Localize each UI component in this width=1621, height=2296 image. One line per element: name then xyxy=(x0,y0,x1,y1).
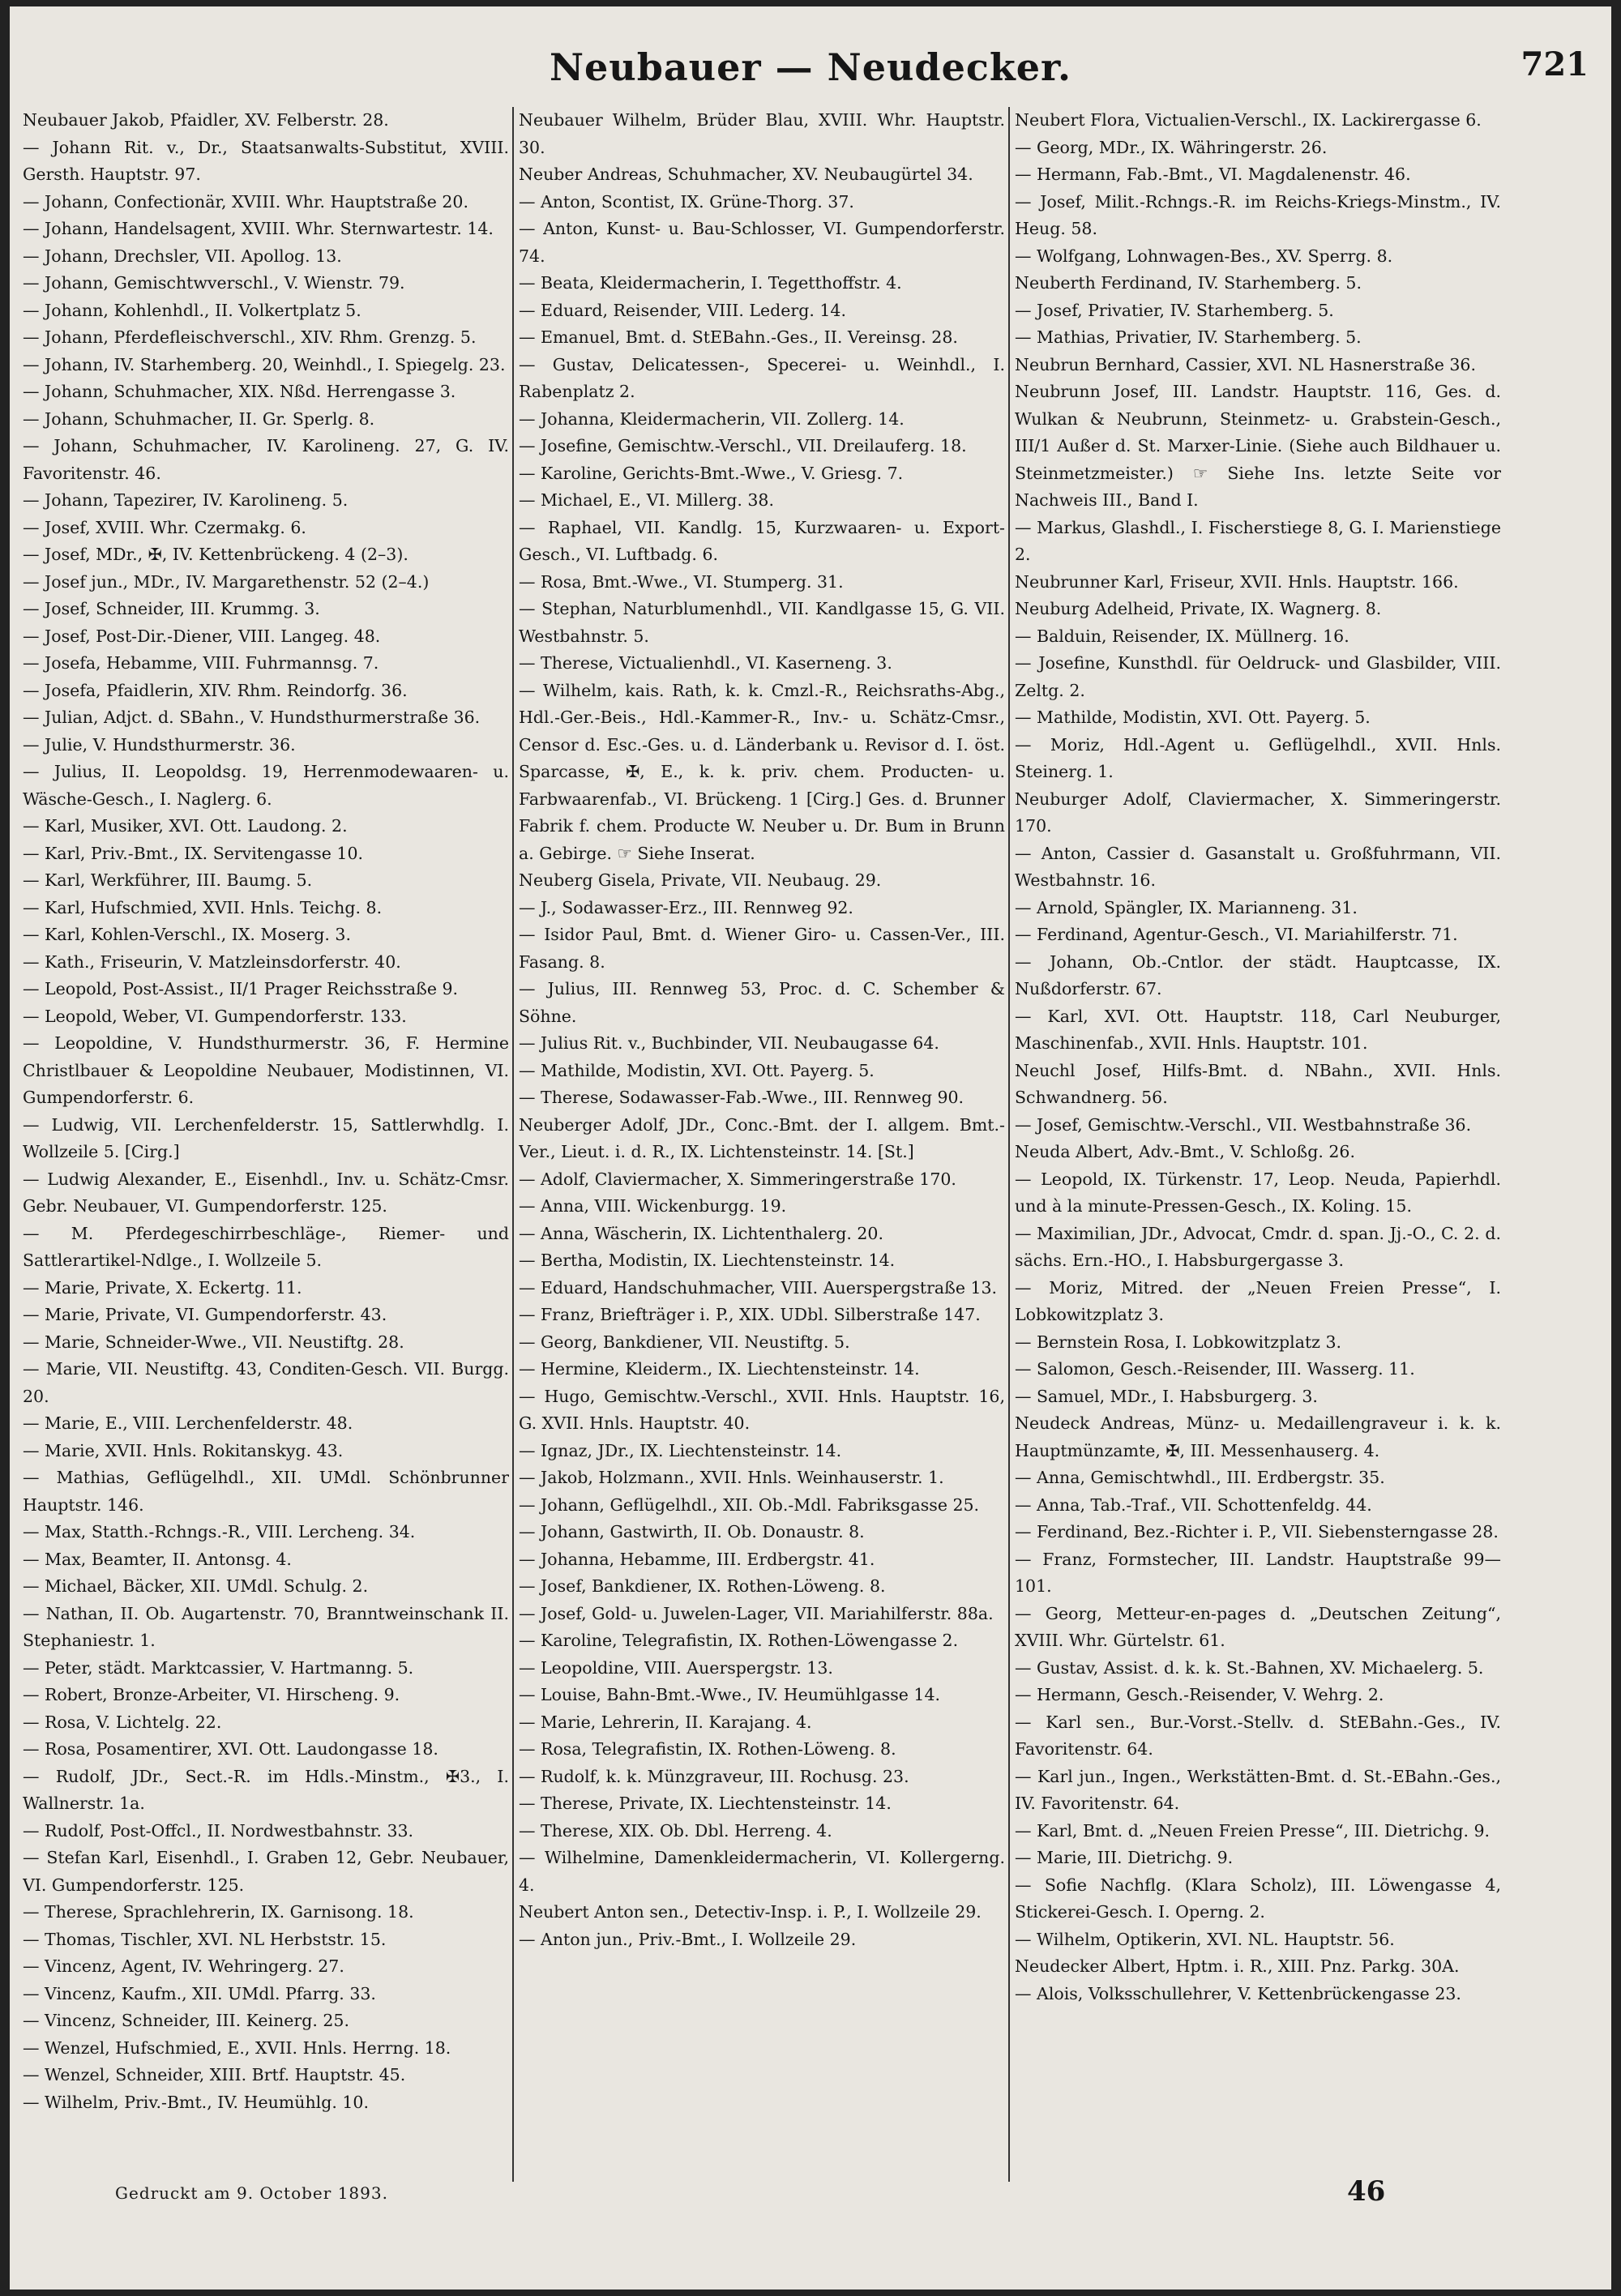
directory-entry: — Karl sen., Bur.-Vorst.-Stellv. d. StEBahn.-Ges., IV. Favoritenstr. 64. xyxy=(1015,1712,1501,1759)
directory-entry: — Josef, MDr., ✠, IV. Kettenbrückeng. 4 (2–3). xyxy=(23,545,408,564)
directory-entry: — Johann, Handelsagent, XVIII. Whr. Sternwartestr. 14. xyxy=(23,219,494,238)
directory-entry: — Ferdinand, Agentur-Gesch., VI. Mariahilferstr. 71. xyxy=(1015,925,1458,944)
directory-entry: — Julius, II. Leopoldsg. 19, Herrenmodewaaren- u. Wäsche-Gesch., I. Naglerg. 6. xyxy=(23,762,509,809)
directory-entry: — Georg, MDr., IX. Währingerstr. 26. xyxy=(1015,137,1328,157)
directory-entry: — Alois, Volksschullehrer, V. Kettenbrückengasse 23. xyxy=(1015,1983,1461,2003)
directory-entry: — Josefa, Pfaidlerin, XIV. Rhm. Reindorfg. 36. xyxy=(23,680,408,700)
directory-entry: — Adolf, Claviermacher, X. Simmeringerstraße 170. xyxy=(519,1169,956,1189)
directory-entry: — Vincenz, Schneider, III. Keinerg. 25. xyxy=(23,2011,349,2030)
directory-entry: — Julian, Adjct. d. SBahn., V. Hundsthurmerstraße 36. xyxy=(23,708,481,727)
directory-entry: Neuburg Adelheid, Private, IX. Wagnerg. 8. xyxy=(1015,599,1382,618)
directory-entry: — Salomon, Gesch.-Reisender, III. Wasserg. 11. xyxy=(1015,1359,1415,1379)
directory-entry: — Thomas, Tischler, XVI. NL Herbststr. 15. xyxy=(23,1929,387,1949)
directory-entry: — Gustav, Delicatessen-, Specerei- u. Weinhdl., I. Rabenplatz 2. xyxy=(519,354,1005,401)
directory-entry: Neudecker Albert, Hptm. i. R., XIII. Pnz. Parkg. 30A. xyxy=(1015,1956,1460,1976)
directory-entry: — Hermine, Kleiderm., IX. Liechtensteinstr. 14. xyxy=(519,1359,920,1379)
directory-entry: — Johann, Drechsler, VII. Apollog. 13. xyxy=(23,246,342,266)
directory-entry: — Johanna, Hebamme, III. Erdbergstr. 41. xyxy=(519,1549,875,1569)
directory-entry: — Rosa, Posamentirer, XVI. Ott. Laudongasse 18. xyxy=(23,1739,438,1759)
directory-entry: — Stephan, Naturblumenhdl., VII. Kandlgasse 15, G. VII. Westbahnstr. 5. xyxy=(519,599,1005,646)
directory-entry: — Johann, Schuhmacher, II. Gr. Sperlg. 8. xyxy=(23,408,375,429)
directory-entry: — Michael, E., VI. Millerg. 38. xyxy=(519,490,774,510)
sheet-number: 46 xyxy=(1347,2175,1386,2208)
directory-entry: — J., Sodawasser-Erz., III. Rennweg 92. xyxy=(519,897,853,917)
directory-entry: — Marie, Schneider-Wwe., VII. Neustiftg. 28. xyxy=(23,1332,404,1352)
directory-entry: — Anna, Tab.-Traf., VII. Schottenfeldg. 44. xyxy=(1015,1494,1372,1515)
directory-entry: — Karl, Werkführer, III. Baumg. 5. xyxy=(23,870,313,890)
directory-entry: — Mathias, Privatier, IV. Starhemberg. 5. xyxy=(1015,327,1362,347)
directory-entry: — Karl, Musiker, XVI. Ott. Laudong. 2. xyxy=(23,816,348,836)
directory-entry: — Michael, Bäcker, XII. UMdl. Schulg. 2. xyxy=(23,1576,369,1596)
directory-entry: — Karl, Priv.-Bmt., IX. Servitengasse 10. xyxy=(23,843,364,863)
directory-entry: — Rudolf, Post-Offcl., II. Nordwestbahnstr. 33. xyxy=(23,1820,414,1841)
directory-entry: — Josef, Privatier, IV. Starhemberg. 5. xyxy=(1015,300,1334,320)
directory-entry: Neuchl Josef, Hilfs-Bmt. d. NBahn., XVII. Hnls. Schwandnerg. 56. xyxy=(1015,1060,1501,1107)
directory-entry: — Wilhelmine, Damenkleidermacherin, VI. Kollergerng. 4. xyxy=(519,1848,1005,1895)
directory-entry: — Arnold, Spängler, IX. Marianneng. 31. xyxy=(1015,897,1358,917)
directory-entry: — Josef, Gold- u. Juwelen-Lager, VII. Mariahilferstr. 88a. xyxy=(519,1603,994,1623)
directory-entry: — Hermann, Gesch.-Reisender, V. Wehrg. 2. xyxy=(1015,1685,1384,1704)
directory-entry: — Rosa, Telegrafistin, IX. Rothen-Löweng. 8. xyxy=(519,1739,896,1759)
directory-entry: — Anton, Scontist, IX. Grüne-Thorg. 37. xyxy=(519,191,854,212)
directory-entry: — Rudolf, JDr., Sect.-R. im Hdls.-Minstm., ✠3., I. Wallnerstr. 1a. xyxy=(23,1766,509,1813)
directory-entry: — Josef, Schneider, III. Krummg. 3. xyxy=(23,599,320,618)
directory-page xyxy=(10,6,1611,2290)
directory-entry: — Marie, Private, VI. Gumpendorferstr. 43. xyxy=(23,1305,387,1324)
directory-entry: — Johann, Gemischtwverschl., V. Wienstr. 79. xyxy=(23,273,405,293)
directory-entry: — Johann, Gastwirth, II. Ob. Donaustr. 8. xyxy=(519,1522,865,1541)
directory-entry: — Max, Beamter, II. Antonsg. 4. xyxy=(23,1549,292,1569)
directory-entry: — Wenzel, Schneider, XIII. Brtf. Hauptstr. 45. xyxy=(23,2065,406,2084)
directory-entry: — Marie, Private, X. Eckertg. 11. xyxy=(23,1277,302,1298)
directory-entry: — Moriz, Hdl.-Agent u. Geflügelhdl., XVII. Hnls. Steinerg. 1. xyxy=(1015,734,1501,781)
directory-entry: — Wilhelm, Optikerin, XVI. NL. Hauptstr. 56. xyxy=(1015,1929,1395,1949)
directory-entry: — Eduard, Reisender, VIII. Lederg. 14. xyxy=(519,300,846,320)
directory-entry: — Johann, Kohlenhdl., II. Volkertplatz 5. xyxy=(23,300,361,320)
directory-entry: Neuber Andreas, Schuhmacher, XV. Neubaugürtel 34. xyxy=(519,165,973,184)
directory-entry: — Josef, Post-Dir.-Diener, VIII. Langeg. 48. xyxy=(23,626,381,646)
directory-entry: — Johann, Confectionär, XVIII. Whr. Hauptstraße 20. xyxy=(23,191,468,212)
directory-entry: — Therese, XIX. Ob. Dbl. Herreng. 4. xyxy=(519,1820,832,1841)
directory-entry: — Raphael, VII. Kandlg. 15, Kurzwaaren- u. Export-Gesch., VI. Luftbadg. 6. xyxy=(519,517,1005,564)
directory-entry: — Anton jun., Priv.-Bmt., I. Wollzeile 29. xyxy=(519,1929,857,1949)
directory-entry: — Wenzel, Hufschmied, E., XVII. Hnls. Herrng. 18. xyxy=(23,2037,451,2058)
directory-entry: — Anton, Kunst- u. Bau-Schlosser, VI. Gumpendorferstr. 74. xyxy=(519,219,1005,266)
column-divider xyxy=(1008,107,1010,2182)
directory-entry: — Josefa, Hebamme, VIII. Fuhrmannsg. 7. xyxy=(23,653,379,673)
directory-entry: — Anton, Cassier d. Gasanstalt u. Großfuhrmann, VII. Westbahnstr. 16. xyxy=(1015,843,1501,890)
directory-entry: — Josefine, Kunsthdl. für Oeldruck- und Glasbilder, VIII. Zeltg. 2. xyxy=(1015,653,1501,700)
directory-entry: — Karl, Kohlen-Verschl., IX. Moserg. 3. xyxy=(23,925,351,944)
directory-entry: — Moriz, Mitred. der „Neuen Freien Presse“, I. Lobkowitzplatz 3. xyxy=(1015,1277,1501,1324)
directory-entry: Neubrun Bernhard, Cassier, XVI. NL Hasnerstraße 36. xyxy=(1015,354,1476,374)
directory-entry: — Josef, Gemischtw.-Verschl., VII. Westbahnstraße 36. xyxy=(1015,1114,1472,1135)
directory-entry: — Therese, Private, IX. Liechtensteinstr. 14. xyxy=(519,1794,892,1813)
directory-entry: — Hugo, Gemischtw.-Verschl., XVII. Hnls. Hauptstr. 16, G. XVII. Hnls. Hauptstr. 40. xyxy=(519,1386,1005,1433)
directory-entry: — Wolfgang, Lohnwagen-Bes., XV. Sperrg. 8. xyxy=(1015,246,1393,266)
directory-entry: — Johann, Pferdefleischverschl., XIV. Rhm. Grenzg. 5. xyxy=(23,327,477,347)
directory-entry: — Josef, Milit.-Rchngs.-R. im Reichs-Kriegs-Minstm., IV. Heug. 58. xyxy=(1015,191,1501,238)
directory-entry: — Max, Statth.-Rchngs.-R., VIII. Lercheng. 34. xyxy=(23,1522,416,1541)
directory-entry: — Julius, III. Rennweg 53, Proc. d. C. Schember & Söhne. xyxy=(519,979,1005,1026)
directory-entry: — Gustav, Assist. d. k. k. St.-Bahnen, XV. Michaelerg. 5. xyxy=(1015,1657,1484,1678)
directory-entry: — Rosa, Bmt.-Wwe., VI. Stumperg. 31. xyxy=(519,571,844,592)
directory-entry: — Vincenz, Kaufm., XII. UMdl. Pfarrg. 33. xyxy=(23,1983,376,2003)
directory-entry: — Karoline, Gerichts-Bmt.-Wwe., V. Griesg. 7. xyxy=(519,463,904,483)
page-footer xyxy=(10,2175,1611,2224)
directory-entry: — Johann, IV. Starhemberg. 20, Weinhdl., I. Spiegelg. 23. xyxy=(23,354,506,374)
print-date: Gedruckt am 9. October 1893. xyxy=(115,2183,388,2203)
directory-entry: — M. Pferdegeschirrbeschläge-, Riemer- und Sattlerartikel-Ndlge., I. Wollzeile 5. xyxy=(23,1223,509,1270)
directory-entry: — Bernstein Rosa, I. Lobkowitzplatz 3. xyxy=(1015,1332,1342,1352)
directory-entry: — Wilhelm, Priv.-Bmt., IV. Heumühlg. 10. xyxy=(23,2092,369,2112)
directory-entry: — Marie, E., VIII. Lerchenfelderstr. 48. xyxy=(23,1413,353,1433)
directory-entry: — Eduard, Handschuhmacher, VIII. Auerspergstraße 13. xyxy=(519,1277,998,1298)
directory-entry: — Johann Rit. v., Dr., Staatsanwalts-Substitut, XVIII. Gersth. Hauptstr. 97. xyxy=(23,137,509,184)
directory-entry: Neubert Anton sen., Detectiv-Insp. i. P., I. Wollzeile 29. xyxy=(519,1902,982,1922)
directory-entry: — Rosa, V. Lichtelg. 22. xyxy=(23,1712,222,1732)
directory-entry: Neuda Albert, Adv.-Bmt., V. Schloßg. 26. xyxy=(1015,1142,1355,1161)
directory-entry: — Bertha, Modistin, IX. Liechtensteinstr. 14. xyxy=(519,1251,896,1270)
directory-entry: — Maximilian, JDr., Advocat, Cmdr. d. span. Jj.-O., C. 2. d. sächs. Ern.-HO., I. Habsburgergasse 3. xyxy=(1015,1223,1501,1270)
column-3 xyxy=(1015,107,1501,2182)
directory-entry: — Markus, Glashdl., I. Fischerstiege 8, G. I. Marienstiege 2. xyxy=(1015,517,1501,564)
directory-entry: — Emanuel, Bmt. d. StEBahn.-Ges., II. Vereinsg. 28. xyxy=(519,327,958,347)
directory-entry: — Peter, städt. Marktcassier, V. Hartmanng. 5. xyxy=(23,1657,414,1678)
directory-entry: Neubauer Jakob, Pfaidler, XV. Felberstr. 28. xyxy=(23,110,389,130)
directory-entry: — Karl jun., Ingen., Werkstätten-Bmt. d. St.-EBahn.-Ges., IV. Favoritenstr. 64. xyxy=(1015,1766,1501,1813)
directory-entry: — Josef jun., MDr., IV. Margarethenstr. 52 (2–4.) xyxy=(23,571,430,592)
directory-entry: — Ignaz, JDr., IX. Liechtensteinstr. 14. xyxy=(519,1440,842,1460)
directory-entry: — Ludwig, VII. Lerchenfelderstr. 15, Sattlerwhdlg. I. Wollzeile 5. [Cirg.] xyxy=(23,1114,509,1161)
directory-entry: — Karl, XVI. Ott. Hauptstr. 118, Carl Neuburger, Maschinenfab., XVII. Hnls. Hauptstr. 101. xyxy=(1015,1006,1501,1053)
directory-entry: — Anna, Gemischtwhdl., III. Erdbergstr. 35. xyxy=(1015,1468,1385,1487)
directory-entry: — Johann, Schuhmacher, IV. Karolineng. 27, G. IV. Favoritenstr. 46. xyxy=(23,436,509,483)
directory-entry: — Johann, Tapezirer, IV. Karolineng. 5. xyxy=(23,490,349,510)
directory-entry: — Nathan, II. Ob. Augartenstr. 70, Branntweinschank II. Stephaniestr. 1. xyxy=(23,1603,509,1650)
directory-entry: — Franz, Briefträger i. P., XIX. UDbl. Silberstraße 147. xyxy=(519,1305,981,1324)
directory-entry: — Samuel, MDr., I. Habsburgerg. 3. xyxy=(1015,1386,1318,1406)
directory-entry: — Anna, VIII. Wickenburgg. 19. xyxy=(519,1196,787,1216)
directory-entry: — Karl, Bmt. d. „Neuen Freien Presse“, III. Dietrichg. 9. xyxy=(1015,1820,1491,1841)
directory-entry: — Therese, Sodawasser-Fab.-Wwe., III. Rennweg 90. xyxy=(519,1088,964,1107)
directory-entry: Neuberg Gisela, Private, VII. Neubaug. 29. xyxy=(519,870,882,890)
directory-entry: — Johann, Schuhmacher, XIX. Nßd. Herrengasse 3. xyxy=(23,382,456,401)
directory-entry: Neubert Flora, Victualien-Verschl., IX. Lackirergasse 6. xyxy=(1015,110,1482,130)
directory-entry: — Marie, VII. Neustiftg. 43, Conditen-Gesch. VII. Burgg. 20. xyxy=(23,1359,509,1406)
directory-entry: — Vincenz, Agent, IV. Wehringerg. 27. xyxy=(23,1956,344,1976)
directory-entry: — Johann, Geflügelhdl., XII. Ob.-Mdl. Fabriksgasse 25. xyxy=(519,1494,980,1515)
page-title: Neubauer — Neudecker. xyxy=(549,45,1072,89)
directory-entry: — Therese, Victualienhdl., VI. Kaserneng. 3. xyxy=(519,653,892,673)
directory-entry: — Stefan Karl, Eisenhdl., I. Graben 12, Gebr. Neubauer, VI. Gumpendorferstr. 125. xyxy=(23,1848,509,1895)
directory-entry: — Leopoldine, V. Hundsthurmerstr. 36, F. Hermine Christlbauer & Leopoldine Neubauer, Modistinnen, VI. Gumpendorferstr. 6. xyxy=(23,1033,509,1107)
directory-entry: — Jakob, Holzmann., XVII. Hnls. Weinhauserstr. 1. xyxy=(519,1468,944,1487)
directory-entry: Neubrunn Josef, III. Landstr. Hauptstr. 116, Ges. d. Wulkan & Neubrunn, Steinmetz- u. Grabstein-Gesch., III/1 Außer d. St. Marxer-Linie. (Siehe auch Bildhauer u. Steinmetzmeister.) ☞ Siehe Ins. letzte Seite vor Nachweis III., Band I. xyxy=(1015,382,1501,510)
directory-entry: — Leopold, IX. Türkenstr. 17, Leop. Neuda, Papierhdl. und à la minute-Pressen-Gesch., IX. Koling. 15. xyxy=(1015,1169,1501,1216)
directory-entry: — Karl, Hufschmied, XVII. Hnls. Teichg. 8. xyxy=(23,897,383,917)
directory-entry: — Julius Rit. v., Buchbinder, VII. Neubaugasse 64. xyxy=(519,1033,939,1053)
directory-entry: — Kath., Friseurin, V. Matzleinsdorferstr. 40. xyxy=(23,951,401,972)
directory-entry: Neubrunner Karl, Friseur, XVII. Hnls. Hauptstr. 166. xyxy=(1015,571,1459,592)
directory-entry: Neudeck Andreas, Münz- u. Medaillengraveur i. k. k. Hauptmünzamte, ✠, III. Messenhauserg. 4. xyxy=(1015,1413,1501,1460)
directory-entry: — Leopold, Weber, VI. Gumpendorferstr. 133. xyxy=(23,1006,407,1026)
directory-entry: — Mathias, Geflügelhdl., XII. UMdl. Schönbrunner Hauptstr. 146. xyxy=(23,1468,509,1515)
directory-entry: Neubauer Wilhelm, Brüder Blau, XVIII. Whr. Hauptstr. 30. xyxy=(519,110,1005,157)
directory-entry: — Josef, XVIII. Whr. Czermakg. 6. xyxy=(23,517,306,537)
directory-entry: — Wilhelm, kais. Rath, k. k. Cmzl.-R., Reichsraths-Abg., Hdl.-Ger.-Beis., Hdl.-Kammer-R., Inv.- u. Schätz-Cmsr., Censor d. Esc.-Ges. u. d. Länderbank u. Revisor d. I. öst. Sparcasse, ✠, E., k. k. priv. chem. Producten- u. Farbwaarenfab., VI. Brückeng. 1 [Cirg.] Ges. d. Brunner Fabrik f. chem. Producte W. Neuber u. Dr. Bum in Brunn a. Gebirge. ☞ Siehe Inserat. xyxy=(519,680,1005,863)
directory-entry: — Johann, Ob.-Cntlor. der städt. Hauptcasse, IX. Nußdorferstr. 67. xyxy=(1015,951,1501,998)
directory-entry: — Balduin, Reisender, IX. Müllnerg. 16. xyxy=(1015,626,1349,646)
directory-entry: — Robert, Bronze-Arbeiter, VI. Hirscheng. 9. xyxy=(23,1685,400,1704)
directory-entry: — Georg, Metteur-en-pages d. „Deutschen Zeitung“, XVIII. Whr. Gürtelstr. 61. xyxy=(1015,1603,1501,1650)
page-header xyxy=(10,45,1611,94)
directory-entry: — Ferdinand, Bez.-Richter i. P., VII. Siebensterngasse 28. xyxy=(1015,1522,1499,1541)
directory-entry: — Therese, Sprachlehrerin, IX. Garnisong. 18. xyxy=(23,1902,414,1922)
directory-entry: Neuberger Adolf, JDr., Conc.-Bmt. der I. allgem. Bmt.-Ver., Lieut. i. d. R., IX. Lichtensteinstr. 14. [St.] xyxy=(519,1114,1005,1161)
directory-entry: — Franz, Formstecher, III. Landstr. Hauptstraße 99—101. xyxy=(1015,1549,1501,1596)
page-number: 721 xyxy=(1520,45,1589,83)
directory-entry: Neuburger Adolf, Claviermacher, X. Simmeringerstr. 170. xyxy=(1015,789,1501,836)
directory-entry: — Beata, Kleidermacherin, I. Tegetthoffstr. 4. xyxy=(519,273,902,293)
directory-entry: — Mathilde, Modistin, XVI. Ott. Payerg. 5. xyxy=(519,1060,875,1080)
directory-entry: — Marie, Lehrerin, II. Karajang. 4. xyxy=(519,1712,812,1732)
directory-entry: — Hermann, Fab.-Bmt., VI. Magdalenenstr. 46. xyxy=(1015,165,1411,184)
directory-entry: — Leopoldine, VIII. Auerspergstr. 13. xyxy=(519,1657,833,1678)
directory-entry: — Josef, Bankdiener, IX. Rothen-Löweng. 8. xyxy=(519,1576,886,1596)
directory-entry: — Marie, XVII. Hnls. Rokitanskyg. 43. xyxy=(23,1440,344,1460)
directory-entry: — Rudolf, k. k. Münzgraveur, III. Rochusg. 23. xyxy=(519,1766,909,1786)
directory-entry: — Sofie Nachflg. (Klara Scholz), III. Löwengasse 4, Stickerei-Gesch. I. Operng. 2. xyxy=(1015,1875,1501,1922)
directory-entry: — Isidor Paul, Bmt. d. Wiener Giro- u. Cassen-Ver., III. Fasang. 8. xyxy=(519,925,1005,972)
directory-entry: — Ludwig Alexander, E., Eisenhdl., Inv. u. Schätz-Cmsr. Gebr. Neubauer, VI. Gumpendorferstr. 125. xyxy=(23,1169,509,1216)
directory-entry: — Marie, III. Dietrichg. 9. xyxy=(1015,1848,1234,1867)
column-2 xyxy=(519,107,1005,2182)
column-divider xyxy=(512,107,514,2182)
directory-entry: — Johanna, Kleidermacherin, VII. Zollerg. 14. xyxy=(519,408,905,429)
directory-entry: — Leopold, Post-Assist., II/1 Prager Reichsstraße 9. xyxy=(23,979,459,998)
directory-entry: — Anna, Wäscherin, IX. Lichtenthalerg. 20. xyxy=(519,1223,883,1243)
directory-entry: — Karoline, Telegrafistin, IX. Rothen-Löwengasse 2. xyxy=(519,1631,959,1650)
directory-entry: — Josefine, Gemischtw.-Verschl., VII. Dreilauferg. 18. xyxy=(519,436,967,455)
directory-entry: — Julie, V. Hundsthurmerstr. 36. xyxy=(23,734,296,755)
directory-entry: — Georg, Bankdiener, VII. Neustiftg. 5. xyxy=(519,1332,850,1352)
directory-entry: — Mathilde, Modistin, XVI. Ott. Payerg. 5. xyxy=(1015,708,1371,727)
column-1 xyxy=(23,107,509,2182)
directory-entry: Neuberth Ferdinand, IV. Starhemberg. 5. xyxy=(1015,273,1362,293)
directory-entry: — Louise, Bahn-Bmt.-Wwe., IV. Heumühlgasse 14. xyxy=(519,1685,940,1704)
